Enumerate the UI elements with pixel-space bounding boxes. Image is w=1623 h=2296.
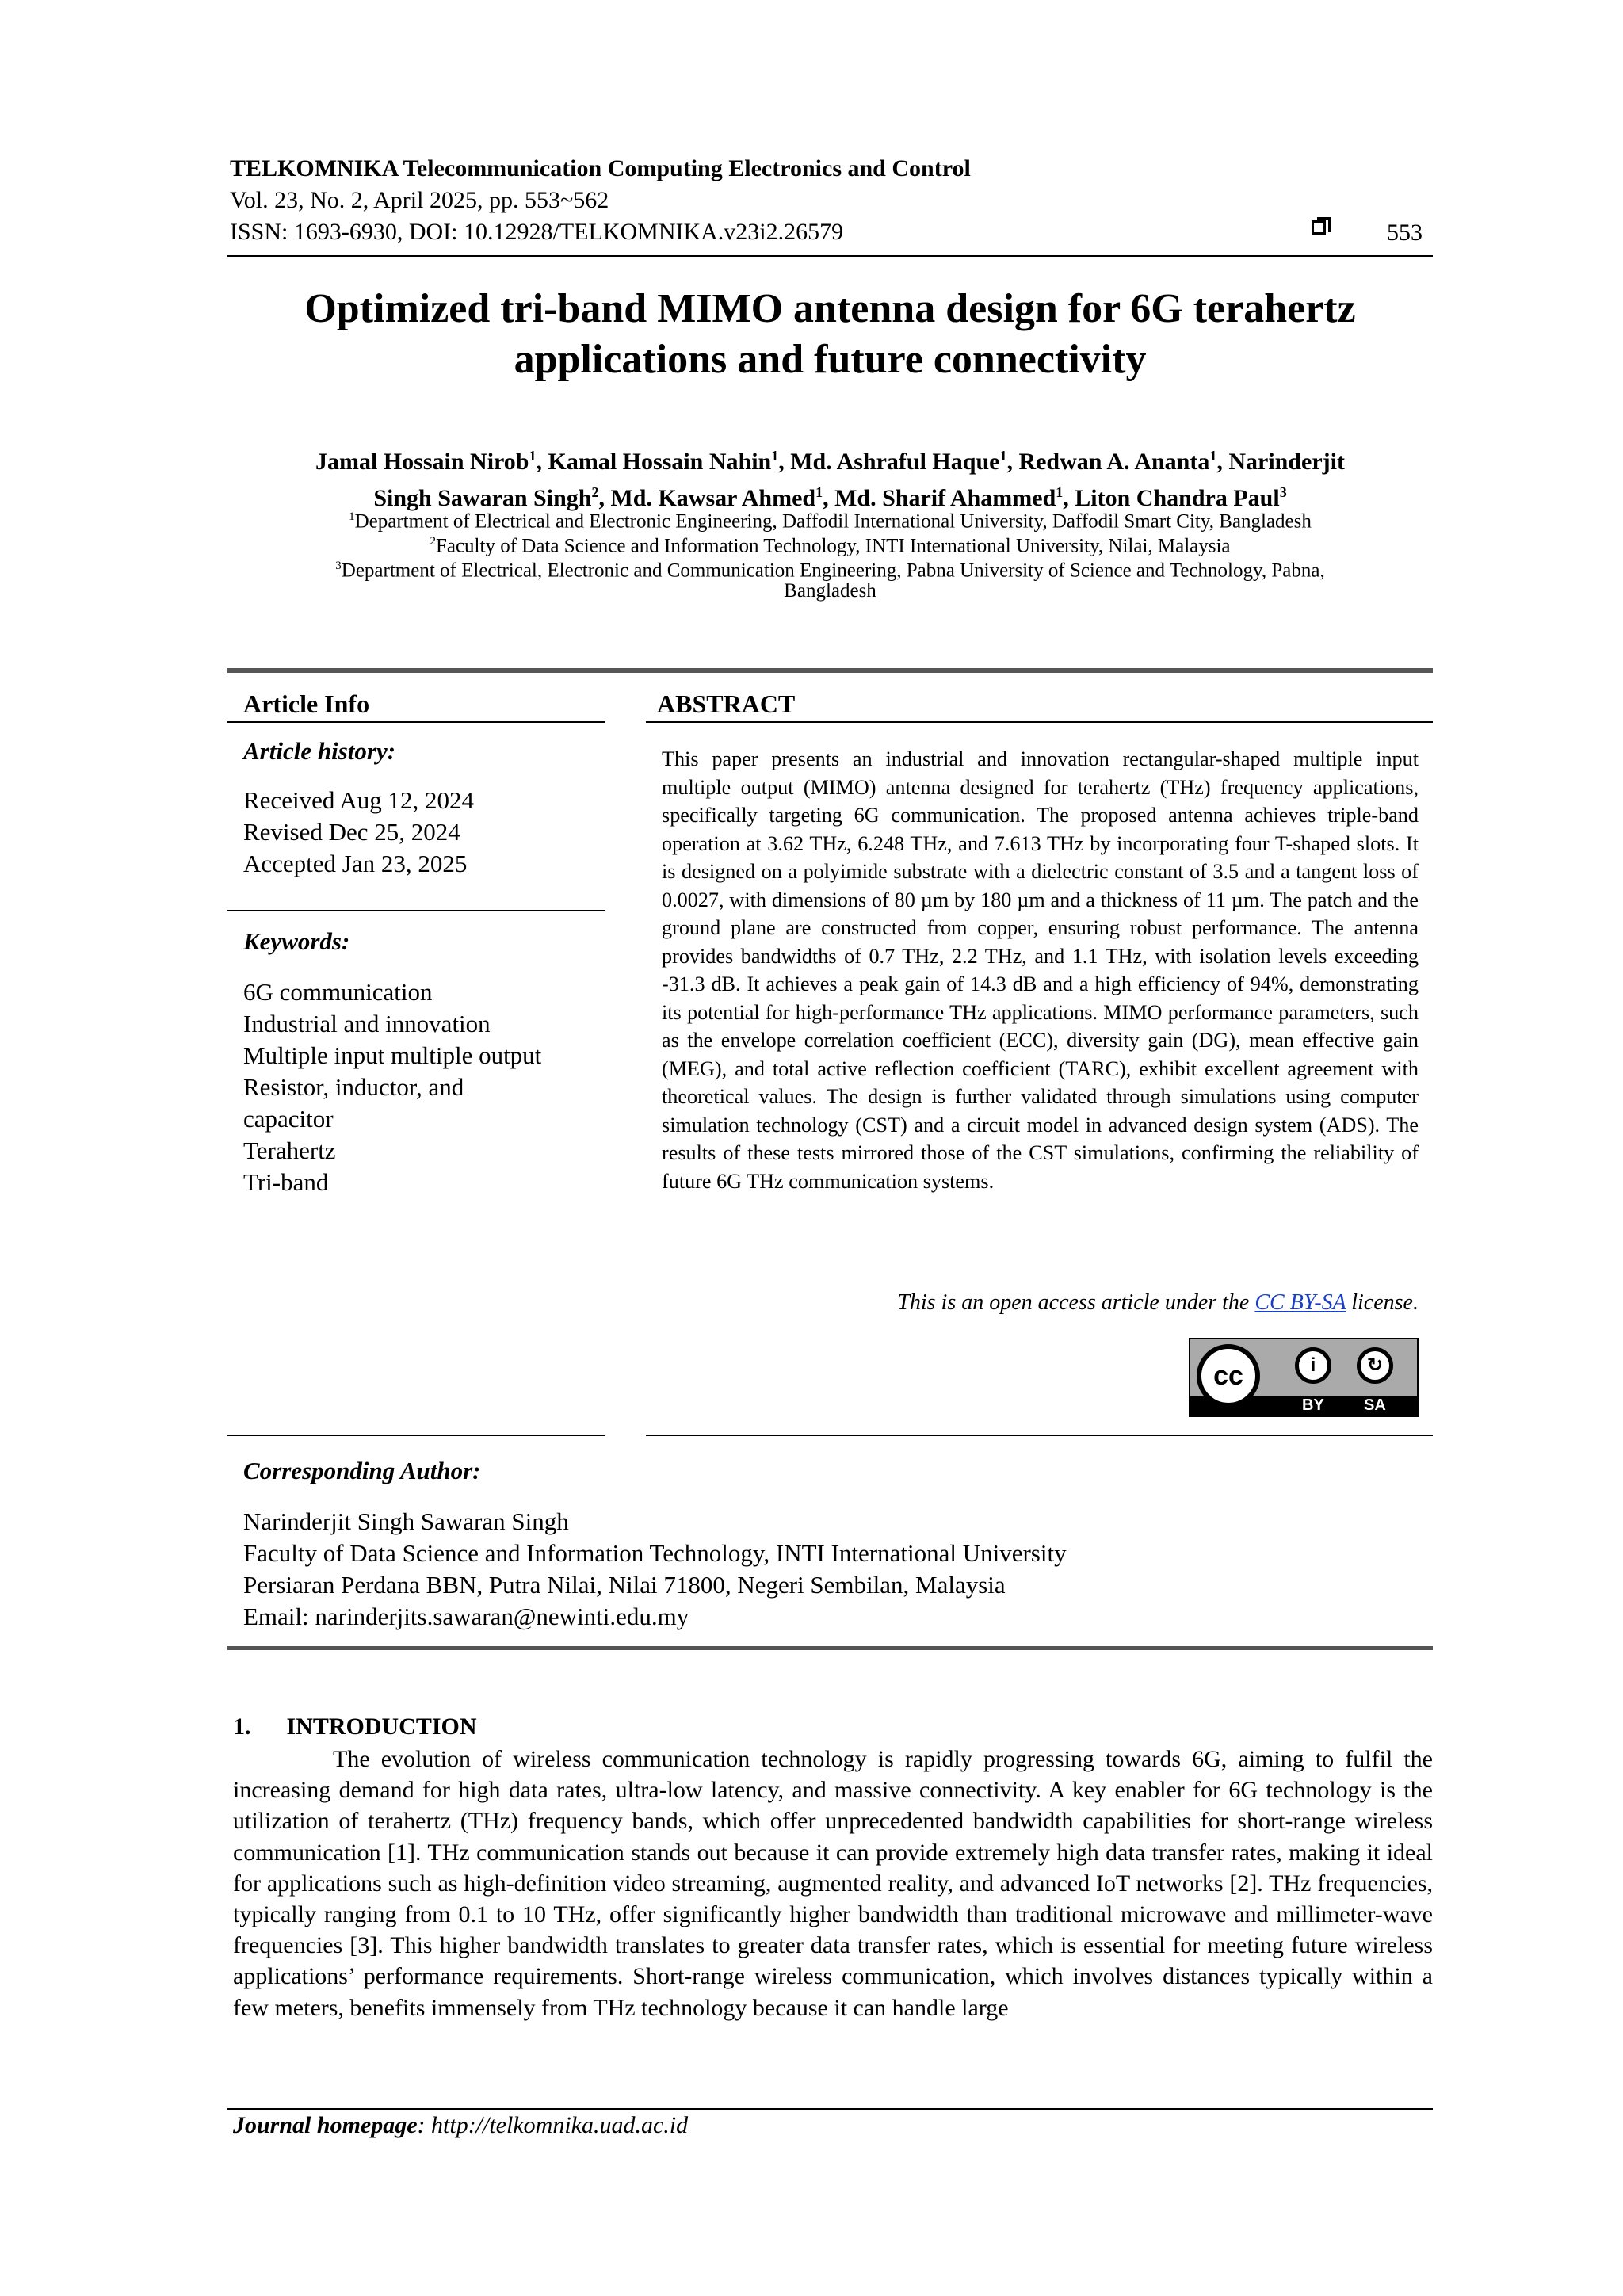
title-line-1: Optimized tri-band MIMO antenna design for 6G terahertz xyxy=(304,286,1356,331)
corresponding-author-block xyxy=(243,1506,1067,1633)
author-name: Md. Sharif Ahammed xyxy=(834,485,1056,511)
affiliation-text: Department of Electrical, Electronic and Communication Engineering, Pabna University of Science and Technology, Pabna, xyxy=(341,560,1325,582)
issn-line: ISSN: 1693-6930, DOI: 10.12928/TELKOMNIKA.v23i2.26579 xyxy=(230,219,844,245)
license-prefix: This is an open access article under the xyxy=(897,1290,1255,1315)
keywords-list xyxy=(243,976,541,1198)
article-history-list xyxy=(243,785,474,880)
keywords-rule xyxy=(227,910,605,911)
cc-by-sa-badge[interactable] xyxy=(1189,1338,1419,1417)
keyword-item: Resistor, inductor, and xyxy=(243,1073,464,1101)
keyword-item: Tri-band xyxy=(243,1168,329,1196)
license-statement xyxy=(646,1290,1419,1316)
affiliation-marker: 3 xyxy=(335,560,342,572)
history-received: Received Aug 12, 2024 xyxy=(243,786,475,814)
journal-homepage xyxy=(233,2112,688,2139)
history-accepted: Accepted Jan 23, 2025 xyxy=(243,850,468,877)
affiliation-marker: 2 xyxy=(430,535,436,548)
cc-icon: cc xyxy=(1197,1344,1260,1408)
author-name: Kamal Hossain Nahin xyxy=(548,449,772,475)
author-name: Redwan A. Ananta xyxy=(1018,449,1210,475)
abstract-rule xyxy=(646,721,1433,723)
corresponding-author-heading: Corresponding Author: xyxy=(243,1457,481,1484)
article-info-rule xyxy=(227,721,605,723)
corresponding-email: Email: narinderjits.sawaran@newinti.edu.my xyxy=(243,1603,689,1630)
author-name: Narinderjit xyxy=(1228,449,1345,475)
header-rule xyxy=(227,255,1433,257)
attribution-person-icon: i xyxy=(1295,1347,1331,1384)
corresponding-name: Narinderjit Singh Sawaran Singh xyxy=(243,1507,569,1535)
author-list xyxy=(227,441,1433,514)
page-box-icon xyxy=(1312,220,1326,235)
volume-line: Vol. 23, No. 2, April 2025, pp. 553~562 xyxy=(230,187,609,213)
sa-label: SA xyxy=(1364,1396,1386,1414)
corresponding-faculty: Faculty of Data Science and Information Technology, INTI International University xyxy=(243,1539,1067,1567)
paper-title xyxy=(227,284,1433,385)
affiliation-marker: 1 xyxy=(349,510,355,523)
affiliation-text: Faculty of Data Science and Information Technology, INTI International University, Nilai, Malaysia xyxy=(435,535,1231,557)
corresponding-rule xyxy=(227,1646,1433,1650)
author-name: Liton Chandra Paul xyxy=(1075,485,1280,511)
footer-rule xyxy=(227,2108,1433,2110)
article-info-bottom-rule xyxy=(227,1435,605,1436)
author-name: Md. Kawsar Ahmed xyxy=(610,485,816,511)
section-divider-top xyxy=(227,668,1433,673)
author-line-2: Singh Sawaran Singh$^2$, Md. Kawsar Ahmed$^1$, Md. Sharif Ahammed$^1$, Liton Chandra Paul$^3$ xyxy=(373,484,1287,511)
keyword-item: Terahertz xyxy=(243,1137,336,1164)
author-affiliation-marker: 1 xyxy=(815,484,823,500)
abstract-heading: ABSTRACT xyxy=(657,690,796,718)
cc-by-sa-link[interactable]: CC BY-SA xyxy=(1254,1290,1346,1315)
author-line-1: Jamal Hossain Nirob$^1$, Kamal Hossain Nahin$^1$, Md. Ashraful Haque$^1$, Redwan A. Ananta$^1$, Narinderjit xyxy=(315,448,1345,475)
author-affiliation-marker: 1 xyxy=(771,448,779,464)
history-revised: Revised Dec 25, 2024 xyxy=(243,818,460,846)
introduction-paragraph xyxy=(233,1744,1433,2023)
affiliation-text: Department of Electrical and Electronic Engineering, Daffodil International University, Daffodil Smart City, Bangladesh xyxy=(354,510,1312,533)
author-affiliation-marker: 1 xyxy=(999,448,1007,464)
corresponding-address: Persiaran Perdana BBN, Putra Nilai, Nilai 71800, Negeri Sembilan, Malaysia xyxy=(243,1571,1006,1599)
article-info-heading: Article Info xyxy=(243,690,370,718)
author-affiliation-marker: 3 xyxy=(1279,484,1287,500)
author-name: Jamal Hossain Nirob xyxy=(315,449,529,475)
introduction-text: The evolution of wireless communication technology is rapidly progressing towards 6G, aiming to fulfil the increasing demand for high data rates, ultra-low latency, and massive connectivity. A key enabler for 6G technology is the utilization of terahertz (THz) frequency bands, which offer unprecedented bandwidth capabilities for short-range wireless communication [1]. THz communication stands out because it can provide extremely high data transfer rates, making it ideal for applications such as high-definition video streaming, augmented reality, and advanced IoT networks [2]. THz frequencies, typically ranging from 0.1 to 10 THz, offer significantly higher bandwidth than traditional microwave and millimeter-wave frequencies [3]. This higher bandwidth translates to greater data transfer rates, which is essential for meeting future wireless applications’ performance requirements. Short-range wireless communication, which involves distances typically within a few meters, benefits immensely from THz technology because it can handle large xyxy=(233,1746,1433,2021)
abstract-text: This paper presents an industrial and innovation rectangular-shaped multiple input multiple output (MIMO) antenna designed for terahertz (THz) frequency applications, specifically targeting 6G communication. The proposed antenna achieves triple-band operation at 3.62 THz, 6.248 THz, and 7.613 THz by incorporating four T-shaped slots. It is designed on a polyimide substrate with a dielectric constant of 3.5 and a tangent loss of 0.0027, with dimensions of 80 µm by 180 µm and a thickness of 11 µm. The patch and the ground plane are constructed from copper, ensuring robust performance. The antenna provides bandwidths of 0.7 THz, 2.2 THz, and 1.1 THz, with isolation levels exceeding -31.3 dB. It achieves a peak gain of 14.3 dB and a high efficiency of 94%, demonstrating its potential for high-performance THz applications. MIMO performance parameters, such as the envelope correlation coefficient (ECC), diversity gain (DG), mean effective gain (MEG), and total active reflection coefficient (TARC), exhibit excellent agreement with theoretical values. The design is further validated through simulations using computer simulation technology (CST) and a circuit model in advanced design system (ADS). The results of these tests mirrored those of the CST simulations, confirming the reliability of future 6G THz communication systems. xyxy=(662,747,1419,1193)
keyword-item: capacitor xyxy=(243,1105,334,1133)
keywords-heading: Keywords: xyxy=(243,927,350,955)
homepage-label: Journal homepage xyxy=(233,2112,418,2138)
author-name: Singh Sawaran Singh xyxy=(373,485,592,511)
keyword-item: Industrial and innovation xyxy=(243,1010,491,1037)
author-affiliation-marker: 1 xyxy=(1209,448,1217,464)
affiliation-3-continued xyxy=(227,579,1433,603)
article-history-heading: Article history: xyxy=(243,737,396,765)
author-affiliation-marker: 2 xyxy=(591,484,599,500)
author-affiliation-marker: 1 xyxy=(1056,484,1064,500)
keyword-item: 6G communication xyxy=(243,978,433,1006)
keyword-item: Multiple input multiple output xyxy=(243,1041,542,1069)
page-number: 553 xyxy=(1387,220,1423,246)
homepage-url[interactable]: : http://telkomnika.uad.ac.id xyxy=(417,2112,689,2138)
journal-name: TELKOMNIKA Telecommunication Computing Electronics and Control xyxy=(230,155,971,181)
title-line-2: applications and future connectivity xyxy=(514,337,1147,382)
share-alike-icon: ↻ xyxy=(1357,1347,1393,1384)
affiliation-text: Bangladesh xyxy=(784,580,876,602)
introduction-heading: 1. INTRODUCTION xyxy=(233,1713,477,1740)
author-name: Md. Ashraful Haque xyxy=(790,449,1000,475)
abstract-bottom-rule xyxy=(646,1435,1433,1436)
author-affiliation-marker: 1 xyxy=(529,448,537,464)
license-suffix: license. xyxy=(1346,1290,1419,1315)
by-label: BY xyxy=(1302,1396,1324,1414)
